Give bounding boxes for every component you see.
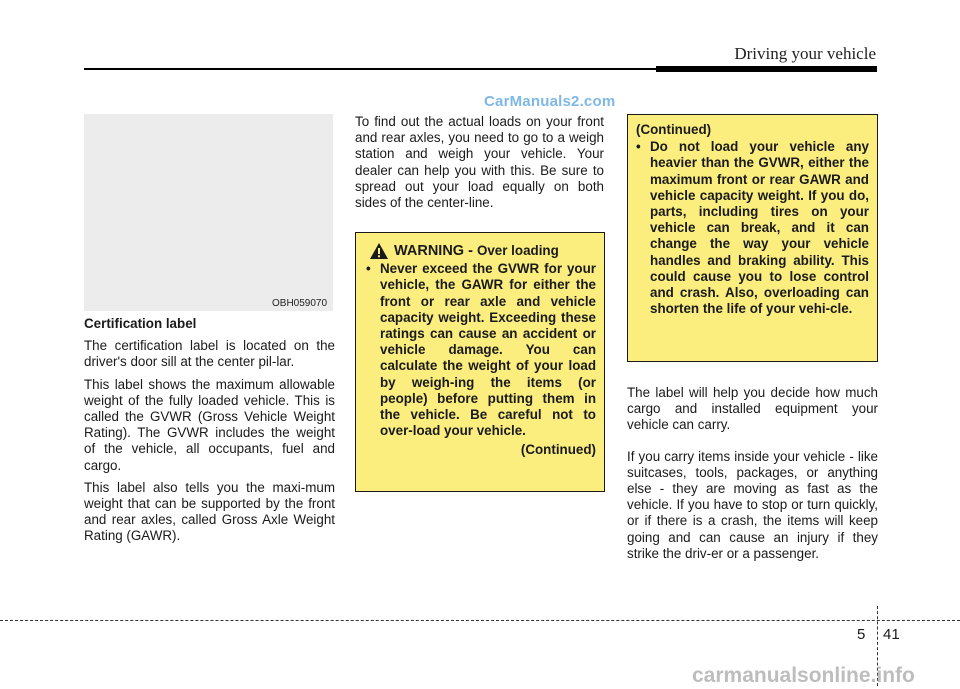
figure-code: OBH059070 — [272, 298, 328, 309]
column-1-paragraph-3: This label also tells you the maxi-mum weight that can be supported by the front and rear axles, called Gross Axle Weight Rating (GAWR). — [84, 479, 335, 544]
column-3 — [627, 385, 878, 577]
warning-title: WARNING - — [394, 243, 473, 259]
header-tab-bar — [656, 66, 877, 72]
column-2-paragraph-1: To find out the actual loads on your front and rear axles, you need to go to a weigh station and weigh your vehicle. Your dealer can help you with this. Be sure to spread out your load equally on both sides of the center-line. — [355, 114, 604, 211]
chapter-number: 5 — [857, 626, 866, 643]
column-1-paragraph-2: This label shows the maximum allowable weight of the fully loaded vehicle. This is called the GVWR (Gross Vehicle Weight Rating). The GVWR includes the weight of the vehicle, all occupants, fuel and cargo. — [84, 376, 335, 473]
bullet-dot: • — [366, 261, 371, 277]
warning-continued-label: (Continued) — [636, 122, 712, 137]
warning-continued: (Continued) — [520, 442, 596, 458]
header-rule — [84, 68, 656, 70]
warning-subtitle: Over loading — [476, 243, 559, 258]
column-1 — [84, 316, 335, 551]
warning-box-overloading — [355, 232, 605, 492]
warning-bullet-1-text: Never exceed the GVWR for your vehicle, the GAWR for either the front or rear axle and vehicle capacity weight. Exceeding these ratings can cause an accident or vehicle damage. You can calculate the weight of your load by weigh-ing the items (or people) before putting them in the vehicle. Be careful not to over-load your vehicle. — [380, 261, 596, 439]
warning-triangle-icon — [370, 243, 388, 259]
bullet-dot: • — [636, 139, 641, 155]
warning-bullet-1 — [366, 261, 596, 439]
certification-label-heading: Certification label — [84, 316, 197, 331]
watermark-bottom: carmanualsonline.info — [692, 664, 915, 687]
page-number: 41 — [883, 626, 900, 643]
column-1-paragraph-1: The certification label is located on the driver's door sill at the center pil-lar. — [84, 338, 335, 370]
column-2 — [355, 114, 604, 211]
footer-dashed-rule — [0, 620, 960, 621]
warning-bullet-2 — [636, 139, 869, 317]
certification-label-photo — [84, 114, 333, 311]
watermark-top: CarManuals2.com — [484, 93, 616, 110]
warning-header — [394, 243, 596, 259]
warning-box-continued — [627, 114, 878, 362]
section-title: Driving your vehicle — [734, 44, 876, 63]
warning-bullet-2-text: Do not load your vehicle any heavier than the GVWR, either the maximum front or rear GAWR and vehicle capacity weight. If you do, parts, including tires on your vehicle can break, and it can change the way your vehicle handles and braking ability. This could cause you to lose control and crash. Also, overloading can shorten the life of your vehi-cle. — [650, 139, 869, 317]
column-3-paragraph-1: The label will help you decide how much cargo and installed equipment your vehicle can carry. — [627, 385, 878, 433]
column-3-paragraph-2: If you carry items inside your vehicle - like suitcases, tools, packages, or anything else - they are moving as fast as the vehicle. If you have to stop or turn quickly, or if there is a crash, the items will keep going and can cause an injury if they strike the driv-er or a passenger. — [627, 448, 878, 561]
